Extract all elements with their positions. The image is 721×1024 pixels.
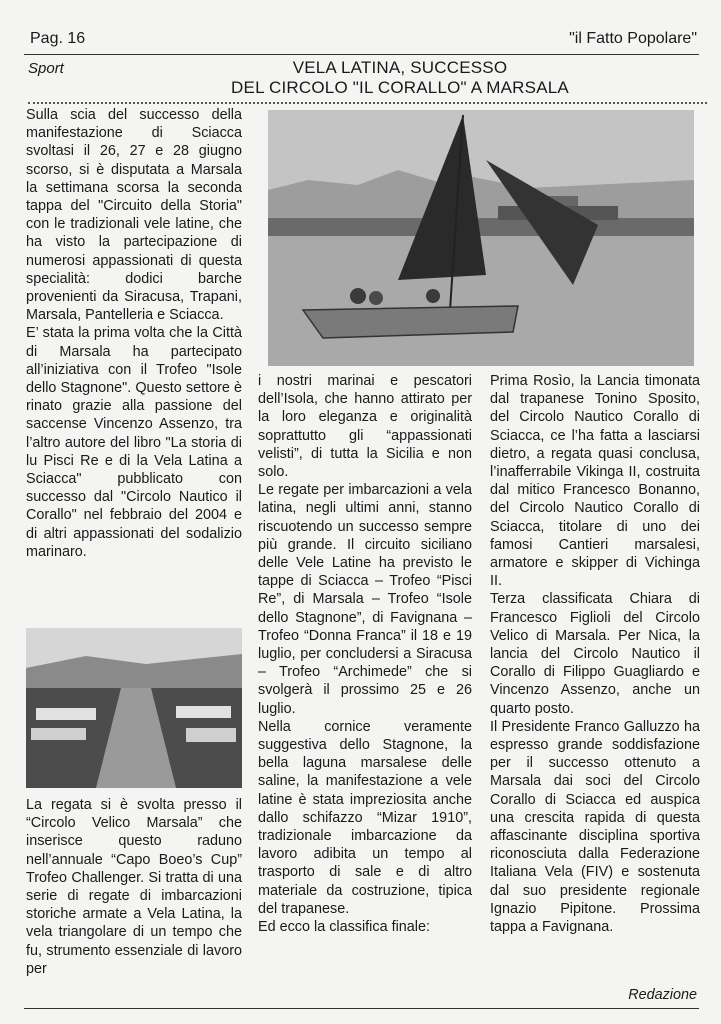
sailor — [426, 289, 440, 303]
paragraph: Le regate per imbarcazioni a vela latina, negli ultimi anni, stanno riscuotendo un successo sempre più grande. Il circuito siciliano delle Vele Latine ha previsto le tappe di Sciacca – Trofeo “Pisci Re”, di Marsala – Trofeo “Isole dello Stagnone”, di Favignana – Trofeo “Donna Franca” il 18 e 19 luglio, per concludersi a Siracusa – Trofeo “Archimede” che si svolgerà il prossimo 25 e 26 luglio. — [258, 482, 472, 717]
publication-name: "il Fatto Popolare" — [569, 30, 697, 47]
moored-boat — [176, 706, 231, 718]
paragraph: La regata si è svolta presso il “Circolo Velico Marsala” che inserisce questo raduno nell’annuale “Capo Boeo’s Cup” Trofeo Challenger. Si tratta di una serie di regate di imbarcazioni storiche armate a Vela Latina, la vela triangolare di un tempo che fu, strumento essenziale di lavoro per — [26, 797, 242, 977]
column-2 — [258, 372, 472, 936]
title-line-1: VELA LATINA, SUCCESSO — [292, 58, 508, 77]
harbor-illustration — [26, 628, 242, 788]
header-rule — [24, 54, 699, 55]
article-title — [150, 58, 650, 98]
boat-hull — [303, 306, 518, 338]
section-label: Sport — [28, 60, 64, 77]
paragraph: Ed ecco la classifica finale: — [258, 919, 430, 936]
paragraph: E’ stata la prima volta che la Città di Marsala ha partecipato all’iniziativa con il Trofeo "Isole dello Stagnone". Questo settore è rinato grazie alla passione del saccense Vincenzo Assenzo, tra l’altro autore del libro "La storia di lu Pisci Re e di la Vela Latina a Sciacca" pubblicato con successo dal "Circolo Nautico il Corallo" nel febbraio del 2004 e di altri appassionati del sodalizio marinaro. — [26, 325, 242, 560]
page-number: Pag. 16 — [30, 30, 86, 47]
sailor — [350, 288, 366, 304]
footer-rule — [24, 1008, 699, 1009]
paragraph: Nella cornice veramente suggestiva dello Stagnone, la bella laguna marsalese delle saline, la manifestazione a vele latine è stata impreziosita anche dallo schifazzo “Mizar 1910”, tradizionale imbarcazione da lavoro adibita un tempo al trasporto di sale e di altro materiale da costruzione, tipica del trapanese. — [258, 718, 472, 917]
paragraph: Il Presidente Franco Galluzzo ha espresso grande soddisfazione per il successo ottenuto a Marsala dai soci del Circolo Corallo di Sciacca ed auspica una crescita rapida di questa affascinante disciplina sportiva riconosciuta dalla Federazione Italiana Vela (FIV) e sostenuta dal suo presidente regionale Ignazio Pipitone. Prossima tappa a Favignana. — [490, 718, 700, 936]
title-line-2: DEL CIRCOLO "IL CORALLO" A MARSALA — [231, 78, 569, 97]
moored-boat — [36, 708, 96, 720]
sailor — [369, 291, 383, 305]
harbor-photo — [26, 628, 242, 788]
harbor-strip — [268, 218, 694, 236]
author-signature: Redazione — [628, 987, 697, 1003]
paragraph: Sulla scia del successo della manifestazione di Sciacca svoltasi il 26, 27 e 28 giugno scorso, si è disputata a Marsala la settimana scorsa la seconda tappa del "Circuito della Storia" con le tradizionali vele latine, che ha visto la partecipazione di numerosi appassionati di questa specialità: dodici barche provenienti da Siracusa, Trapani, Marsala, Pantelleria e Sciacca. — [26, 107, 242, 324]
paragraph: Prima Rosìo, la Lancia timonata dal trapanese Tonino Sposito, del Circolo Nautico Corallo di Sciacca, ce l’ha fatta a lasciarsi dietro, a regata quasi conclusa, l’inafferrabile Vikinga II, costruita dal mitico Francesco Bonanno, del Circolo Nautico Corallo di Sciacca, titolare di uno dei famosi Cantieri marsalesi, armatore e skipper di Vichinga II. — [490, 373, 700, 590]
moored-boat — [31, 728, 86, 740]
column-1-lower — [26, 796, 242, 978]
column-3 — [490, 372, 700, 936]
title-dotted-rule — [28, 102, 707, 104]
paragraph: Terza classificata Chiara di Francesco Figlioli del Circolo Velico di Marsala. Per Nica, la lancia del Circolo Nautico il Corallo di Filippo Guagliardo e Vincenzo Assenzo, anche un quarto posto. — [490, 591, 700, 717]
sailboat-illustration — [268, 110, 694, 366]
sailboat-photo — [268, 110, 694, 366]
paragraph: i nostri marinai e pescatori dell’Isola, che hanno attirato per la loro eleganza e originalità soprattutto gli “appassionati velisti”, di tutta la Sicilia e non solo. — [258, 373, 472, 481]
column-1 — [26, 106, 242, 561]
moored-boat — [186, 728, 236, 742]
